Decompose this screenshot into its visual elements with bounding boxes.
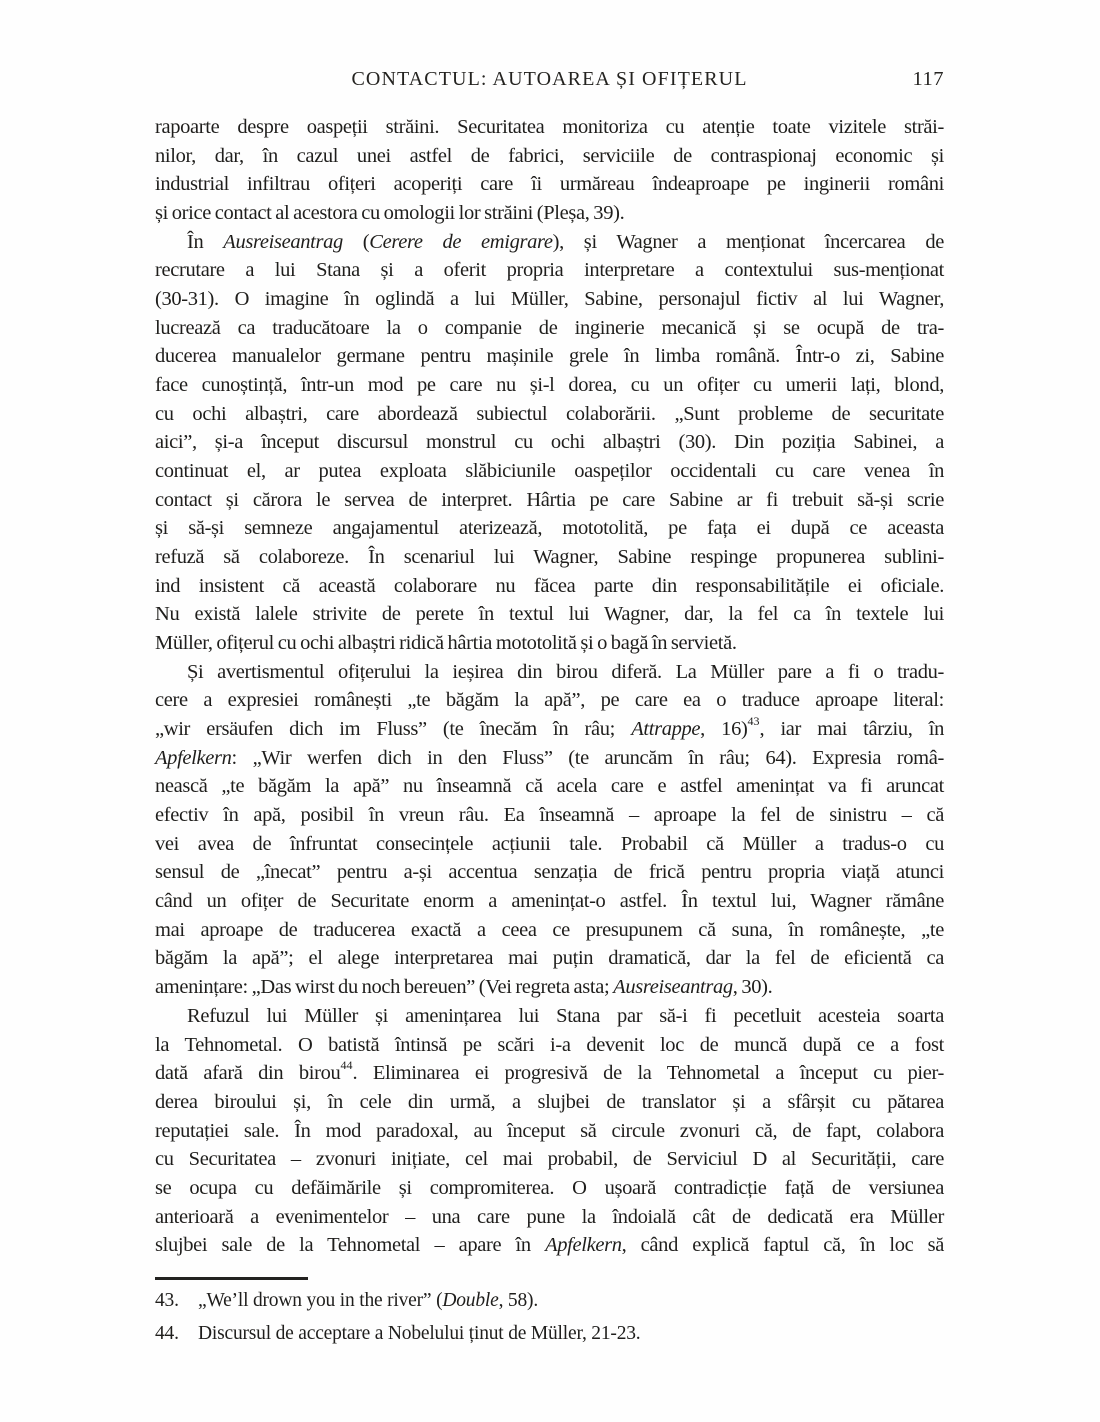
text-line: efectiv în apă, posibil în vreun râu. Ea înseamnă – aproape la fel de sinistru – că (155, 804, 944, 827)
running-header (155, 66, 944, 94)
text-line: cu ochi albaștri, care abordează subiectul colaborării. „Sunt probleme de securitate (155, 402, 944, 425)
text-line: Nu există lalele strivite de perete în textul lui Wagner, dar, la fel ca în textele lui (155, 603, 944, 626)
text-line: mai aproape de traducerea exactă a ceea ce presupunem că suna, în românește, „te (155, 918, 944, 941)
footnote (155, 1317, 944, 1350)
text-line: Müller, ofițerul cu ochi albaștri ridică hârtia mototolită și o bagă în servietă. (155, 632, 737, 655)
footnotes (155, 1284, 944, 1350)
text-line: industrial infiltrau ofițeri acoperiți care îi urmăreau îndeaproape pe inginerii români (155, 173, 944, 196)
footnote-separator (155, 1277, 308, 1280)
text-line: cu Securitatea – zvonuri inițiate, cel mai probabil, de Serviciul D al Securității, care (155, 1148, 944, 1171)
text-line: cere a expresiei românești „te băgăm la apă”, pe care ea o traduce aproape literal: (155, 689, 944, 712)
text-line: nească „te băgăm la apă” nu înseamnă că acela care e astfel amenințat va fi aruncat (155, 775, 944, 798)
text-line: băgăm la apă”; el alege interpretarea mai puțin dramatică, dar la fel de eficientă ca (155, 947, 944, 970)
text-line: nilor, dar, în cazul unei astfel de fabrici, serviciile de contraspionaj economic și (155, 144, 944, 167)
text-line: slujbei sale de la Tehnometal – apare în Apfelkern, când explică faptul că, în loc să (155, 1234, 944, 1257)
text-line: și orice contact al acestora cu omologii lor străini (Pleșa, 39). (155, 202, 625, 225)
text-line: contact și cărora le servea de interpret. Hârtia pe care Sabine ar fi trebuit să-și scrie (155, 488, 944, 511)
text-line: aici”, și-a început discursul monstrul cu ochi albaștri (30). Din poziția Sabinei, a (155, 431, 944, 454)
text-line: sensul de „înecat” pentru a-și accentua senzația de frică pentru propria viață atunci (155, 861, 944, 884)
text-line: ducerea manualelor germane pentru mașinile grele în limba română. Într-o zi, Sabine (155, 345, 944, 368)
text-line: reputației sale. În mod paradoxal, au început să circule zvonuri că, de fapt, colabora (155, 1119, 944, 1142)
text-line: refuză să colaboreze. În scenariul lui Wagner, Sabine respinge propunerea sublini- (155, 546, 944, 569)
text-line: Refuzul lui Müller și amenințarea lui Stana par să-i fi pecetluit acesteia soarta (187, 1004, 944, 1027)
text-line: derea biroului și, în cele din urmă, a slujbei de translator și a sfârșit cu pătarea (155, 1090, 944, 1113)
text-line: ind insistent că această colaborare nu făcea parte din responsabilitățile ei oficiale. (155, 574, 944, 597)
text-line: În Ausreiseantrag (Cerere de emigrare), și Wagner a menționat încercarea de (187, 230, 944, 253)
text-line: când un ofițer de Securitate enorm a amenințat-o astfel. În textul lui, Wagner rămâne (155, 890, 944, 913)
text-line: dată afară din birou$^{44}$. Eliminarea ei progresivă de la Tehnometal a început cu pier- (155, 1058, 944, 1085)
text-line: Și avertismentul ofițerului la ieșirea din birou diferă. La Müller pare a fi o tradu- (187, 660, 944, 683)
text-line: vei avea de înfruntat consecințele acțiunii tale. Probabil că Müller a tradus-o cu (155, 832, 944, 855)
text-line: lucrează ca traducătoare la o companie de inginerie mecanică și se ocupă de tra- (155, 316, 944, 339)
footnote-text: „We’ll drown you in the river” (Double, 58). (198, 1290, 538, 1311)
footnote-text: Discursul de acceptare a Nobelului ținut de Müller, 21-23. (198, 1323, 641, 1344)
text-line: face cunoștință, într-un mod pe care nu și-l dorea, cu un ofițer cu umerii lați, blond, (155, 374, 944, 397)
text-line: anterioară a evenimentelor – una care pune la îndoială cât de dedicată era Müller (155, 1205, 944, 1228)
body-text (155, 113, 944, 1260)
footnote-number: 44. (155, 1323, 179, 1344)
text-line: se ocupa cu defăimările și compromiterea. O ușoară contradicție față de versiunea (155, 1176, 944, 1199)
text-line: continuat el, ar putea exploata slăbiciunile oaspeților occidentali cu care venea în (155, 460, 944, 483)
page-number: 117 (912, 68, 944, 90)
text-line: și să-și semneze angajamentul aterizează, mototolită, pe fața ei după ce aceasta (155, 517, 944, 540)
text-line: (30-31). O imagine în oglindă a lui Müller, Sabine, personajul fictiv al lui Wagner, (155, 288, 944, 311)
footnote-number: 43. (155, 1290, 179, 1311)
text-line: Apfelkern: „Wir werfen dich in den Fluss” (te aruncăm în râu; 64). Expresia româ- (155, 746, 944, 769)
text-line: „wir ersäufen dich im Fluss” (te înecăm în râu; Attrappe, 16)$^{43}$, iar mai târziu, în (155, 714, 944, 741)
chapter-title: CONTACTUL: AUTOAREA ȘI OFIȚERUL (351, 68, 748, 90)
text-line: amenințare: „Das wirst du noch bereuen” (Vei regreta asta; Ausreiseantrag, 30). (155, 976, 773, 999)
text-line: la Tehnometal. O batistă întinsă pe scări i-a devenit loc de muncă după ce a fost (155, 1033, 944, 1056)
footnote (155, 1284, 944, 1317)
text-line: rapoarte despre oaspeții străini. Securitatea monitoriza cu atenție toate vizitele străi- (155, 116, 944, 138)
text-line: recrutare a lui Stana și a oferit propria interpretare a contextului sus-menționat (155, 259, 944, 282)
